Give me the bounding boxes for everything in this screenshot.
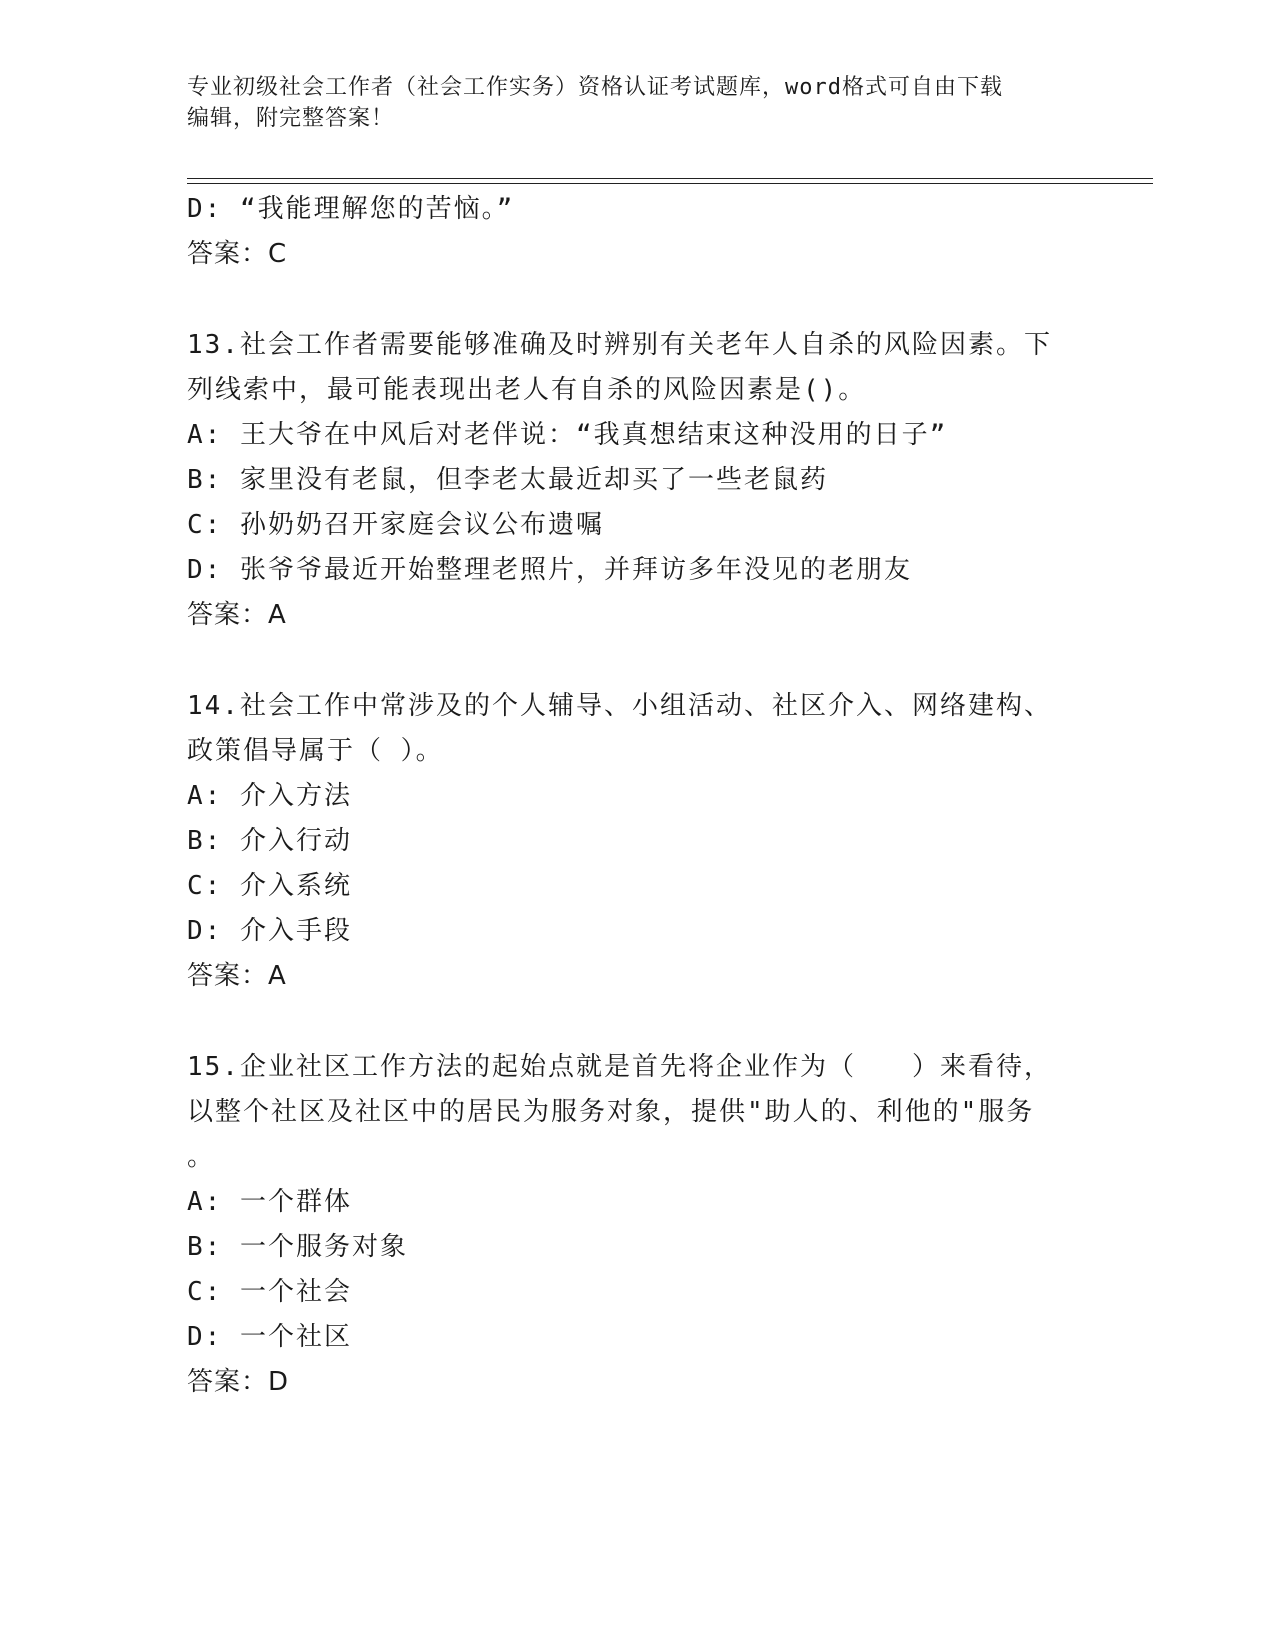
header-line-2: 编辑，附完整答案！ — [187, 106, 395, 131]
header-divider-top — [187, 178, 1153, 179]
spacer — [187, 277, 1087, 323]
header-divider-bottom — [187, 183, 1153, 184]
document-header — [187, 72, 1087, 134]
option-b: B: 一个服务对象 — [187, 1232, 408, 1262]
question-text-line: 15.企业社区工作方法的起始点就是首先将企业作为（ ）来看待， — [187, 1052, 1052, 1082]
question-text-line: 13.社会工作者需要能够准确及时辨别有关老年人自杀的风险因素。下 — [187, 330, 1052, 360]
question-text-line: 14.社会工作中常涉及的个人辅导、小组活动、社区介入、网络建构、 — [187, 691, 1052, 721]
question-text-line: 列线索中，最可能表现出老人有自杀的风险因素是()。 — [187, 375, 867, 405]
question-15 — [187, 1045, 1087, 1405]
spacer — [187, 638, 1087, 684]
header-line-1: 专业初级社会工作者（社会工作实务）资格认证考试题库，word格式可自由下载 — [187, 75, 1003, 100]
question-content — [187, 187, 1087, 1405]
option-d: D: 一个社区 — [187, 1322, 352, 1352]
question-13 — [187, 323, 1087, 638]
answer: 答案：A — [187, 600, 287, 630]
question-text-line: 政策倡导属于（ ）。 — [187, 736, 444, 766]
option-d: D: 介入手段 — [187, 916, 352, 946]
option-c: C: 一个社会 — [187, 1277, 352, 1307]
prev-option-d: D: “我能理解您的苦恼。” — [187, 194, 515, 224]
option-d: D: 张爷爷最近开始整理老照片，并拜访多年没见的老朋友 — [187, 555, 912, 585]
option-a: A: 王大爷在中风后对老伴说：“我真想结束这种没用的日子” — [187, 420, 948, 450]
option-c: C: 介入系统 — [187, 871, 352, 901]
question-text-line: 以整个社区及社区中的居民为服务对象，提供"助人的、利他的"服务 — [187, 1097, 1035, 1127]
option-a: A: 一个群体 — [187, 1187, 352, 1217]
answer: 答案：D — [187, 1367, 290, 1397]
prev-answer: 答案：C — [187, 239, 288, 269]
answer: 答案：A — [187, 961, 287, 991]
spacer — [187, 999, 1087, 1045]
option-b: B: 介入行动 — [187, 826, 352, 856]
option-b: B: 家里没有老鼠，但李老太最近却买了一些老鼠药 — [187, 465, 828, 495]
option-a: A: 介入方法 — [187, 781, 352, 811]
option-c: C: 孙奶奶召开家庭会议公布遗嘱 — [187, 510, 604, 540]
question-14 — [187, 684, 1087, 999]
question-text-line: 。 — [187, 1142, 216, 1172]
